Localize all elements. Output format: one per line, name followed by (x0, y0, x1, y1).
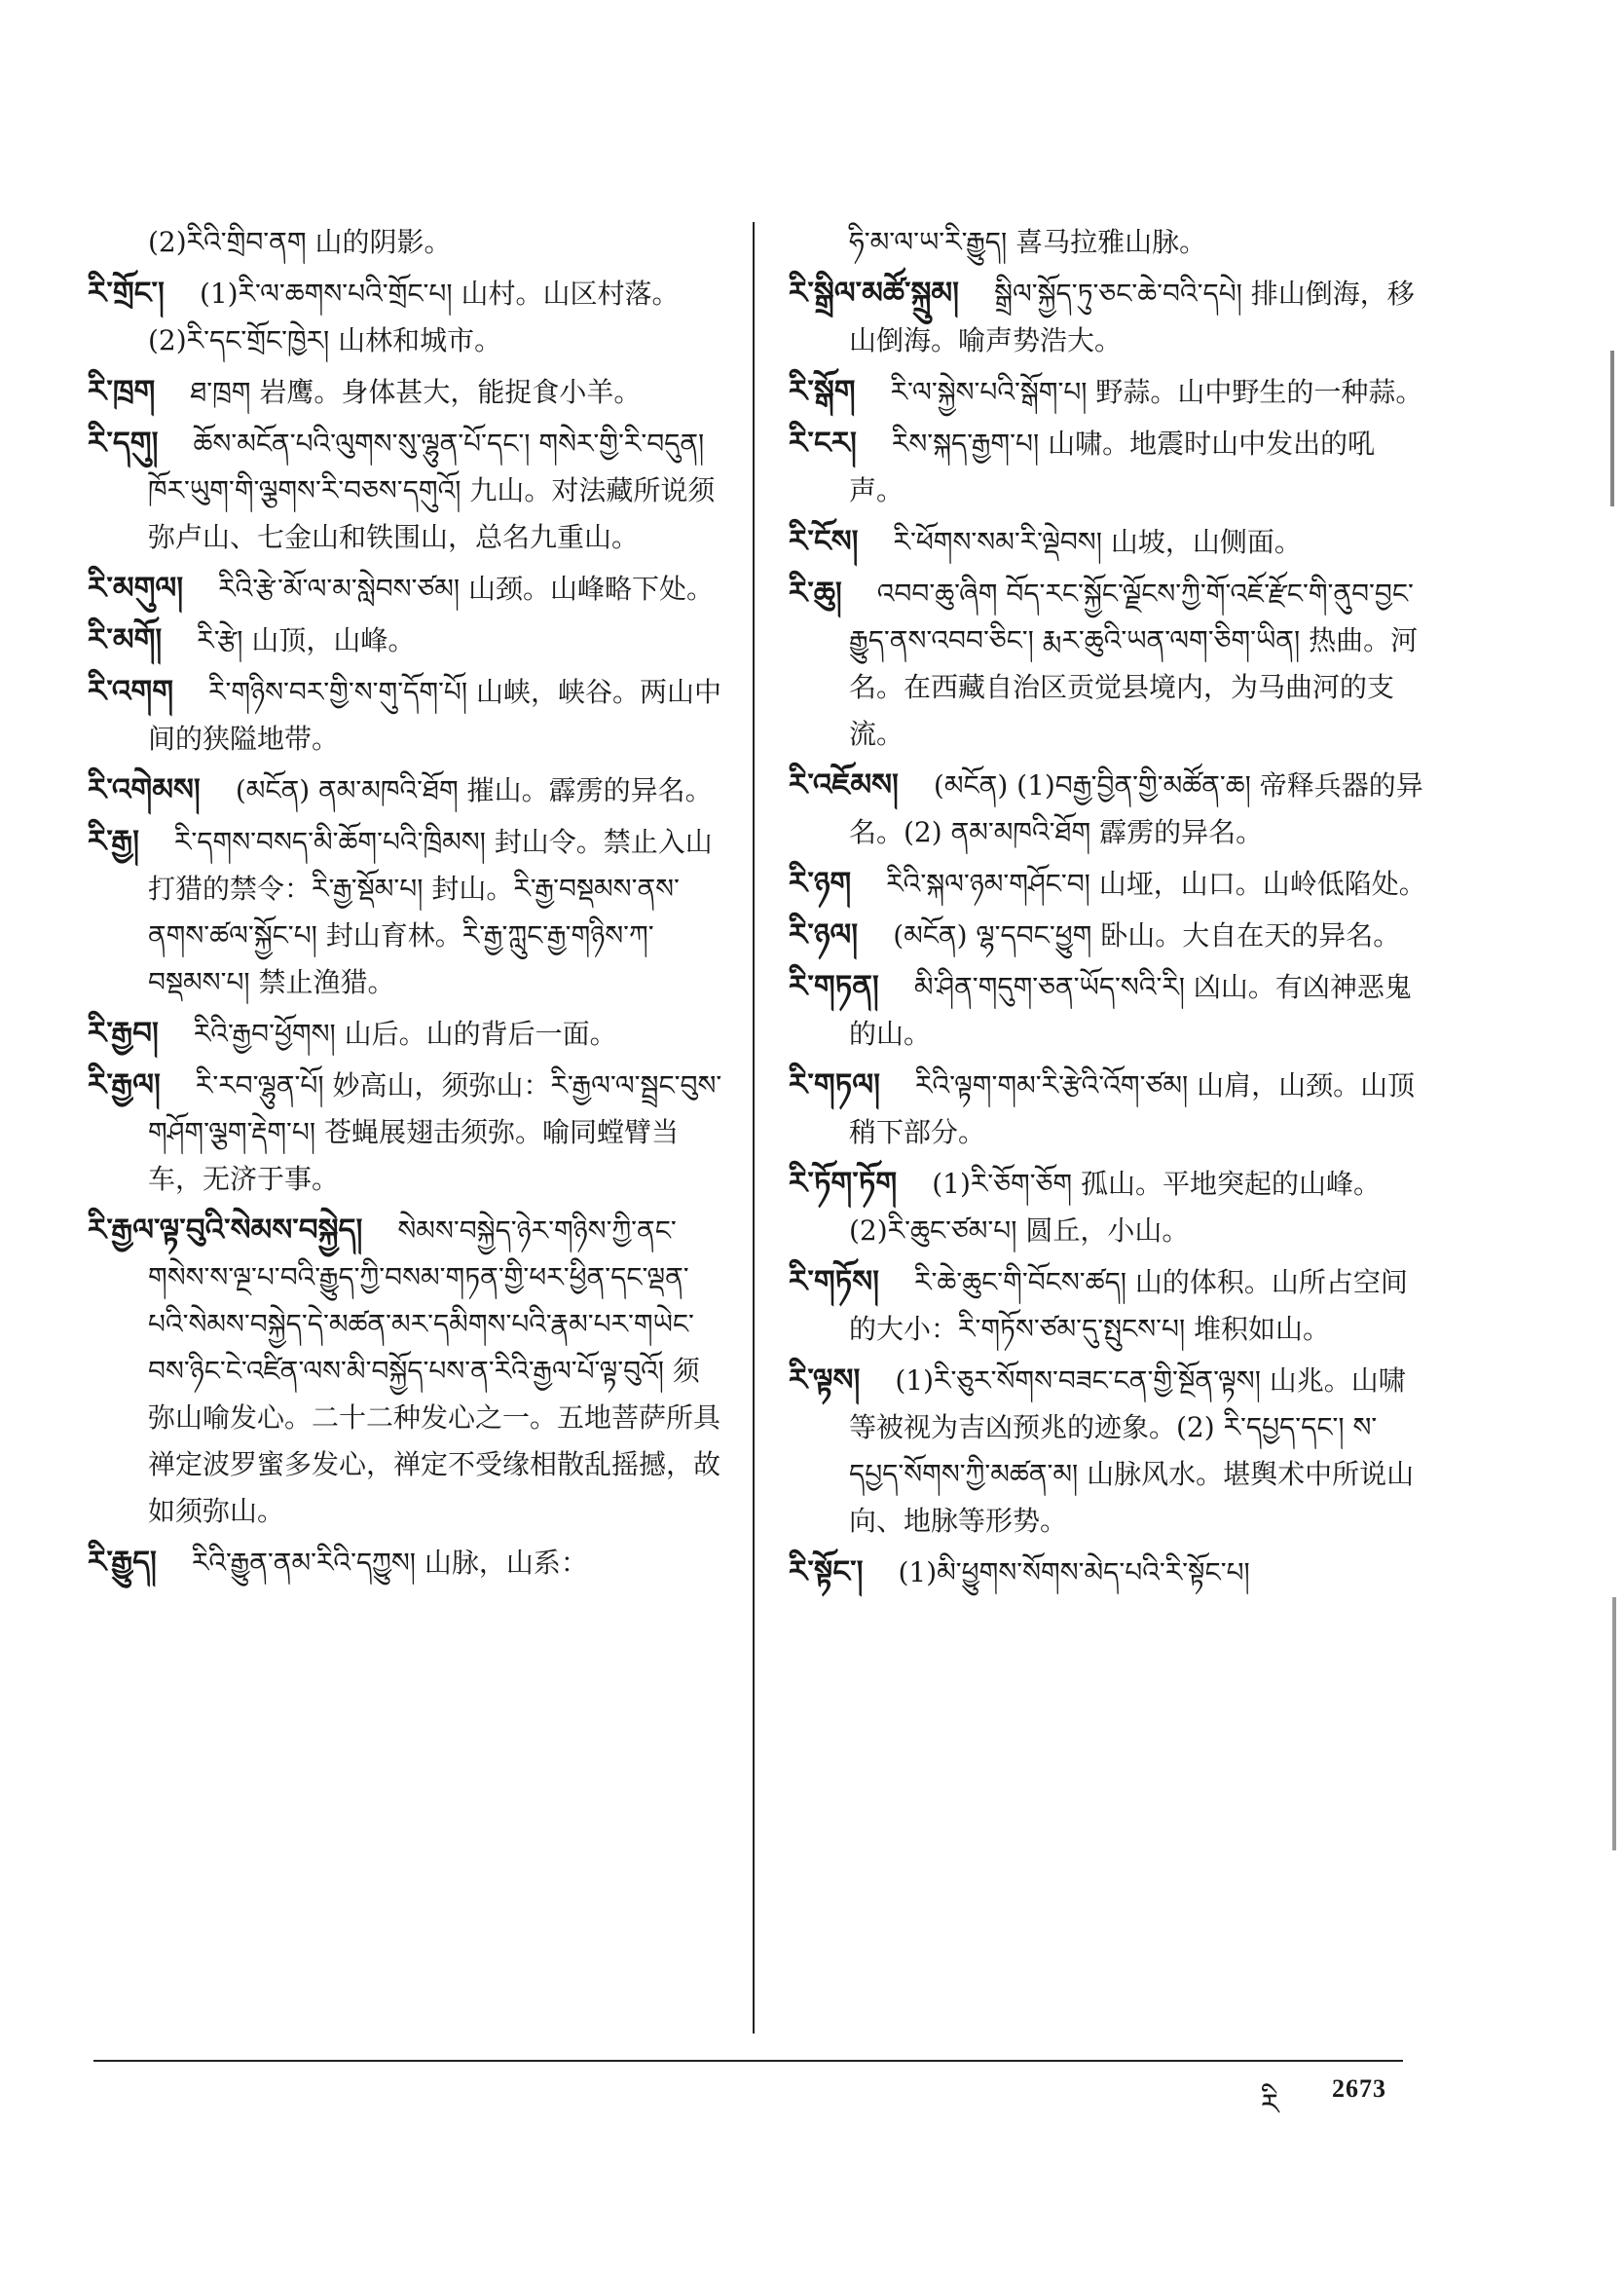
headword: རི་རྒྱབ། (88, 1016, 159, 1051)
entry-body (789, 570, 1426, 758)
entry-body (789, 518, 1426, 566)
scan-edge-mark (1610, 351, 1624, 506)
entry-body (88, 420, 725, 561)
entry-body (789, 963, 1426, 1058)
entry-body (789, 1258, 1426, 1353)
headword: རི་འགེམས། (88, 772, 201, 807)
entry-body (789, 420, 1426, 514)
definition: ཐ་ཁྲག 岩鹰。身体甚大，能捉食小羊。 (190, 376, 642, 408)
headword: རི་ལྟས། (789, 1362, 861, 1398)
headword: རི་ངོས། (789, 524, 859, 559)
headword: རི་མགོ། (88, 622, 163, 657)
entry-body (88, 818, 725, 1006)
dictionary-entry (88, 1062, 725, 1203)
entry-body (88, 1207, 725, 1535)
dictionary-entry (88, 1207, 725, 1535)
scan-edge-mark (1612, 1597, 1624, 1850)
dictionary-entry (789, 570, 1426, 758)
entry-body (88, 616, 725, 664)
entry-body (88, 766, 725, 814)
dictionary-entry (789, 860, 1426, 908)
definition: རི་ཕོགས་སམ་རི་ལྡེབས། 山坡，山侧面。 (893, 526, 1302, 558)
headword: རི་ཉལ། (789, 917, 859, 952)
definition: རི་རྩེ། 山顶，山峰。 (197, 624, 416, 656)
definition: རིའི་རྒྱབ་ཕྱོགས། 山后。山的背后一面。 (193, 1018, 617, 1050)
entry-body (789, 1549, 1426, 1596)
entry-body (789, 1160, 1426, 1254)
definition: (མངོན) ལྷ་དབང་ཕྱུག 卧山。大自在天的异名。 (893, 919, 1401, 952)
entry-body (88, 1010, 725, 1058)
column-divider (753, 222, 755, 2034)
dictionary-entry (88, 766, 725, 814)
headword: རི་སྒྲིལ་མཚོ་སྐྲུམ། (789, 276, 960, 311)
headword: རི་རྒྱ། (88, 824, 139, 859)
entry-body (789, 1357, 1426, 1545)
entry-body (88, 1539, 725, 1586)
definition: རིས་སྐད་རྒྱག་པ། 山啸。地震时山中发出的吼声。 (849, 428, 1376, 506)
entry-body (88, 1062, 725, 1203)
entry-body (88, 565, 725, 613)
dictionary-entry (88, 270, 725, 364)
headword: རི་ངར། (789, 426, 857, 461)
dictionary-entry (789, 1258, 1426, 1353)
headword: རི་གཏན། (789, 969, 879, 1004)
definition: རི་དགས་བསད་མི་ཆོག་པའི་ཁྲིམས། 封山令。禁止入山打猎的禁令：རི་རྒྱ་སྡོམ་པ། 封山。རི་རྒྱ་བསྡམས་ནས་ནགས་ཚལ་སྐྱོང་པ། 封山育林。རི་རྒྱ་ཀླུང་རྒྱ་གཉིས་ཀ་བསྡམས་པ། 禁止渔猎。 (148, 826, 713, 998)
entry-body (789, 1062, 1426, 1156)
headword: རི་གཏོས། (789, 1264, 880, 1299)
definition: རི་རབ་ལྷུན་པོ། 妙高山，须弥山：རི་རྒྱལ་ལ་སྦྲང་བུས་གཤོག་ལྕག་རྡེག་པ། 苍蝇展翅击须弥。喻同螳臂当车，无济于事。 (148, 1069, 722, 1195)
dictionary-entry (789, 518, 1426, 566)
right-column (789, 219, 1426, 1600)
dictionary-entry (789, 912, 1426, 959)
headword: རི་སྟོང་། (789, 1554, 864, 1589)
dictionary-entry (88, 565, 725, 613)
headword: རི་རྒྱལ། (88, 1067, 161, 1102)
definition: (1)རི་ཅུར་སོགས་བཟང་ངན་གྱི་སྔོན་ལྟས། 山兆。山啸等被视为吉凶预兆的迹象。(2) རི་དཔྱད་དང་། ས་དཔྱད་སོགས་ཀྱི་མཚན་མ། 山脉风水。堪舆术中所说山向、地脉等形势。 (849, 1364, 1415, 1537)
headword: རི་སྒོག (789, 374, 856, 409)
definition: (1)རི་ཅོག་ཅོག 孤山。平地突起的山峰。(2)རི་ཆུང་ཙམ་པ། 圆丘，小山。 (849, 1168, 1382, 1247)
page-number: 2673 (1332, 2074, 1386, 2103)
definition: འབབ་ཆུ་ཞིག བོད་རང་སྐྱོང་ལྗོངས་ཀྱི་གོ་འཇོ་རྫོང་གི་ནུབ་བྱང་རྒྱུད་ནས་འབབ་ཅིང་། རྨར་ཆུའི་ཡན་ལག་ཅིག་ཡིན། 热曲。河名。在西藏自治区贡觉县境内，为马曲河的支流。 (849, 578, 1419, 750)
definition: རིའི་རྩེ་མོ་ལ་མ་སླེབས་ཙམ། 山颈。山峰略下处。 (218, 573, 715, 605)
definition: (1)རི་ལ་ཆགས་པའི་གྲོང་པ། 山村。山区村落。(2)རི་དང་གྲོང་ཁྱེར། 山林和城市。 (148, 278, 680, 356)
entry-body (88, 368, 725, 416)
definition: (མངོན) (1)བརྒྱ་བྱིན་གྱི་མཚོན་ཆ། 帝释兵器的异名。(2) ནམ་མཁའི་ཐོག 霹雳的异名。 (849, 769, 1423, 848)
entry-body (88, 668, 725, 763)
definition: རིའི་རྒྱུན་ནམ་རིའི་དཀྱུས། 山脉，山系： (191, 1547, 588, 1579)
dictionary-entry (789, 368, 1426, 416)
dictionary-entry (789, 270, 1426, 364)
headword: རི་མགུལ། (88, 571, 184, 606)
dictionary-entry (88, 818, 725, 1006)
definition: རི་གཉིས་བར་གྱི་ས་གུ་དོག་པོ། 山峡，峡谷。两山中间的狭隘地带。 (148, 676, 721, 755)
entry-body (789, 270, 1426, 364)
dictionary-entry (789, 1160, 1426, 1254)
dictionary-entry (88, 368, 725, 416)
definition: (1)མི་ཕྱུགས་སོགས་མེད་པའི་རི་སྟོང་པ། (898, 1556, 1250, 1588)
dictionary-entry (789, 420, 1426, 514)
dictionary-entry (88, 1539, 725, 1586)
dictionary-entry (789, 1062, 1426, 1156)
definition: སེམས་བསྐྱེད་ཉེར་གཉིས་ཀྱི་ནང་གསེས་ས་ལྔ་པ་བའི་རྒྱུད་ཀྱི་བསམ་གཏན་གྱི་ཕར་ཕྱིན་དང་ལྡན་པའི་སེམས་བསྐྱེད་དེ་མཚན་མར་དམིགས་པའི་རྣམ་པར་གཡེང་བས་ཉིང་ངེ་འཛིན་ལས་མི་བསྐྱོད་པས་ན་རིའི་རྒྱལ་པོ་ལྟ་བུའོ། 须弥山喻发心。二十二种发心之一。五地菩萨所具禅定波罗蜜多发心，禅定不受缘相散乱摇撼，故如须弥山。 (148, 1214, 721, 1527)
dictionary-entry (88, 420, 725, 561)
headword: རི་ཆུ། (789, 576, 842, 611)
headword: རི་རྒྱུད། (88, 1545, 157, 1580)
headword: རི་རྒྱལ་ལྟ་བུའི་སེམས་བསྐྱེད། (88, 1213, 363, 1248)
dictionary-entry (88, 1010, 725, 1058)
definition: རི་ཆེ་ཆུང་གི་བོངས་ཚད། 山的体积。山所占空间的大小：རི་གཏོས་ཙམ་དུ་སྤུངས་པ། 堆积如山。 (849, 1266, 1408, 1345)
dictionary-entry (789, 1357, 1426, 1545)
headword: རི་གྲོང་། (88, 276, 165, 311)
entry-body (88, 270, 725, 364)
dictionary-entry (88, 616, 725, 664)
headword: རི་ཏོག་ཏོག (789, 1166, 898, 1201)
headword: རི་གཏལ། (789, 1067, 881, 1102)
definition: རིའི་སྐལ་ཉམ་གཤོང་བ། 山垭，山口。山岭低陷处。 (886, 868, 1426, 900)
definition: རིའི་ལྟག་གམ་རི་རྩེའི་འོག་ཙམ། 山肩，山颈。山顶稍下部分。 (849, 1069, 1416, 1148)
headword: རི་འཇོམས། (789, 767, 899, 803)
left-column (88, 219, 725, 1590)
continued-text: ཧི་མ་ལ་ཡ་རི་རྒྱུད། 喜马拉雅山脉。 (849, 226, 1207, 258)
entry-body (789, 762, 1426, 856)
definition: ཆོས་མངོན་པའི་ལུགས་སུ་ལྷུན་པོ་དང་། གསེར་གྱི་རི་བདུན། ཁོར་ཡུག་གི་ལྕགས་རི་བཅས་དགུའོ། 九山。对法藏所说须弥卢山、七金山和铁围山，总名九重山。 (148, 428, 716, 553)
definition: (མངོན) ནམ་མཁའི་ཐོག 摧山。霹雳的异名。 (235, 774, 713, 806)
footer-rule (93, 2060, 1403, 2062)
headword: རི་ཁྲག (88, 374, 156, 409)
entry-body (789, 368, 1426, 416)
footer-letter: རི (1261, 2088, 1279, 2122)
headword: རི་ཉག (789, 866, 852, 901)
dictionary-entry (789, 762, 1426, 856)
definition: སྒྲིལ་སྐྱོད་ཏུ་ཅང་ཆེ་བའི་དཔེ། 排山倒海，移山倒海。喻声势浩大。 (849, 278, 1415, 356)
dictionary-entry (789, 1549, 1426, 1596)
continued-text: (2)རིའི་གྲིབ་ནག 山的阴影。 (148, 226, 452, 258)
entry-body (789, 860, 1426, 908)
dictionary-entry (789, 963, 1426, 1058)
definition: རི་ལ་སྐྱེས་པའི་སྒོག་པ། 野蒜。山中野生的一种蒜。 (890, 376, 1423, 408)
dictionary-entry (88, 668, 725, 763)
definition: མི་ཤིན་གདུག་ཅན་ཡོད་སའི་རི། 凶山。有凶神恶鬼的山。 (849, 971, 1412, 1050)
headword: རི་དགུ། (88, 426, 159, 461)
entry-body (789, 912, 1426, 959)
headword: རི་འགག (88, 674, 174, 709)
